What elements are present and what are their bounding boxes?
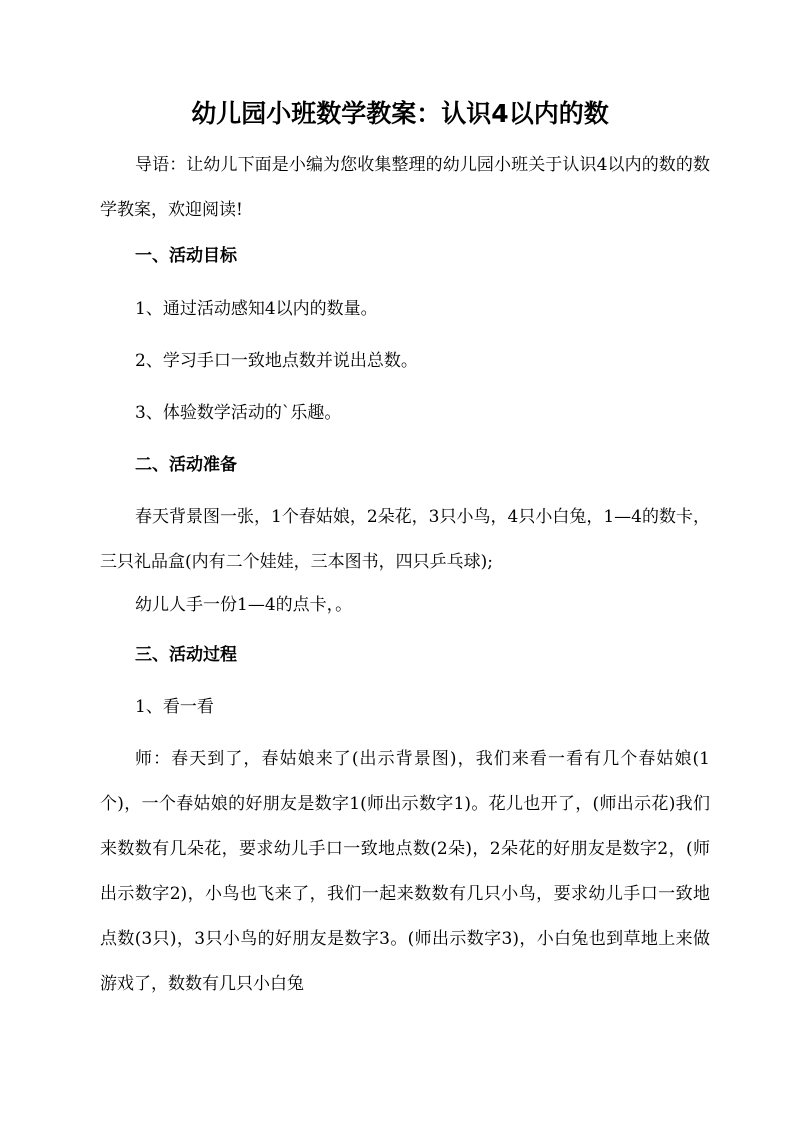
goal-item: 2、学习手口一致地点数并说出总数。 (135, 351, 418, 371)
section-heading-preparation: 二、活动准备 (135, 455, 237, 475)
intro-paragraph: 导语：让幼儿下面是小编为您收集整理的幼儿园小班关于认识4以内的数的数学教案，欢迎阅读! (100, 155, 710, 220)
document-title: 幼儿园小班数学教案：认识4以内的数 (191, 99, 609, 128)
goal-item: 1、通过活动感知4以内的数量。 (135, 299, 378, 319)
process-paragraph: 师：春天到了，春姑娘来了(出示背景图)，我们来看一看有几个春姑娘(1个)，一个春姑娘的好朋友是数字1(师出示数字1)。花儿也开了，(师出示花)我们来数数有几朵花，要求幼儿手口一致地点数(2朵)，2朵花的好朋友是数字2，(师出示数字2)，小鸟也飞来了，我们一起来数数有几只小鸟，要求幼儿手口一致地点数(3只)，3只小鸟的好朋友是数字3。(师出示数字3)，小白兔也到草地上来做游戏了，数数有几只小白兔 (100, 749, 710, 994)
goal-item: 3、体验数学活动的`乐趣。 (135, 403, 342, 423)
section-heading-goals: 一、活动目标 (135, 246, 237, 266)
preparation-paragraph: 春天背景图一张，1个春姑娘，2朵花，3只小鸟，4只小白兔，1—4的数卡，三只礼品盒(内有二个娃娃，三本图书，四只乒乓球); (100, 507, 710, 572)
preparation-paragraph: 幼儿人手一份1—4的点卡，。 (135, 595, 353, 615)
process-subheading: 1、看一看 (135, 697, 214, 717)
section-heading-process: 三、活动过程 (135, 645, 237, 665)
